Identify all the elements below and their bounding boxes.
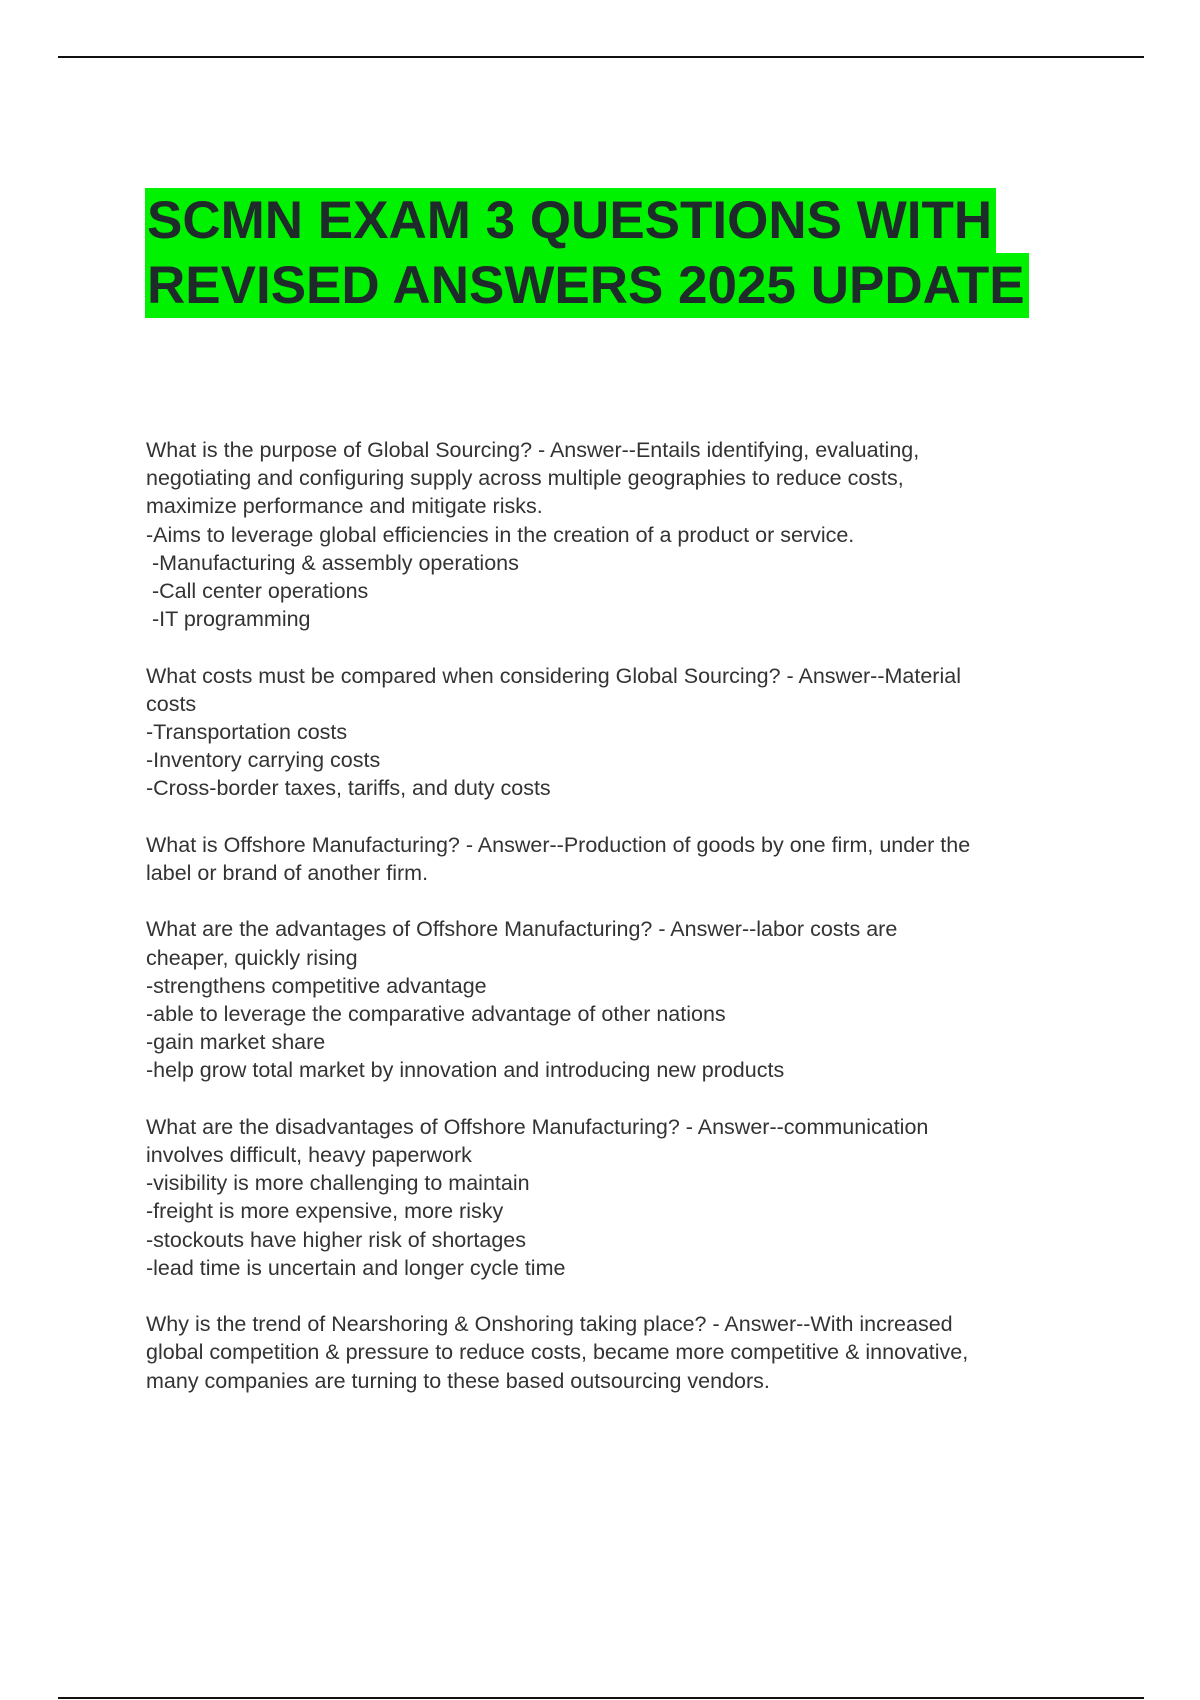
answer-line: -stockouts have higher risk of shortages: [146, 1227, 527, 1252]
answer-line: -IT programming: [152, 607, 311, 632]
question-line: What are the disadvantages of Offshore Manufacturing? - Answer--communication: [146, 1114, 929, 1139]
answer-line: -help grow total market by innovation and introducing new products: [146, 1058, 785, 1083]
qa-block: [146, 1310, 1096, 1395]
bottom-rule: [58, 1697, 1144, 1699]
answer-line: costs: [146, 691, 197, 716]
answer-line: involves difficult, heavy paperwork: [146, 1143, 472, 1168]
answer-line: many companies are turning to these based outsourcing vendors.: [146, 1368, 770, 1393]
qa-block: [146, 831, 1096, 887]
answer-line: global competition & pressure to reduce costs, became more competitive & innovative,: [146, 1340, 969, 1365]
answer-line: -visibility is more challenging to maintain: [146, 1171, 530, 1196]
answer-line: cheaper, quickly rising: [146, 945, 358, 970]
answer-line: -gain market share: [146, 1030, 326, 1055]
answer-line: -lead time is uncertain and longer cycle time: [146, 1255, 566, 1280]
title-line: REVISED ANSWERS 2025 UPDATE: [145, 253, 1029, 318]
top-rule: [58, 56, 1144, 58]
answer-line: -Manufacturing & assembly operations: [152, 550, 519, 575]
question-line: What is Offshore Manufacturing? - Answer--Production of goods by one firm, under the: [146, 832, 971, 857]
answer-line: -Call center operations: [152, 579, 369, 604]
answer-line: negotiating and configuring supply across multiple geographies to reduce costs,: [146, 466, 904, 491]
answer-line: label or brand of another firm.: [146, 861, 429, 886]
answer-line: -Transportation costs: [146, 720, 348, 745]
document-title: [145, 188, 1085, 318]
answer-line: -Inventory carrying costs: [146, 748, 381, 773]
question-line: What costs must be compared when considering Global Sourcing? - Answer--Material: [146, 663, 961, 688]
answer-line: -strengthens competitive advantage: [146, 973, 487, 998]
document-body: [146, 436, 1096, 1423]
qa-block: [146, 915, 1096, 1084]
answer-line: -Cross-border taxes, tariffs, and duty costs: [146, 776, 551, 801]
answer-line: -able to leverage the comparative advantage of other nations: [146, 1002, 726, 1027]
title-line: SCMN EXAM 3 QUESTIONS WITH: [145, 188, 996, 253]
answer-line: -freight is more expensive, more risky: [146, 1199, 504, 1224]
qa-block: [146, 1113, 1096, 1282]
qa-block: [146, 436, 1096, 633]
question-line: What is the purpose of Global Sourcing? - Answer--Entails identifying, evaluating,: [146, 438, 920, 462]
answer-line: -Aims to leverage global efficiencies in the creation of a product or service.: [146, 522, 855, 547]
question-line: Why is the trend of Nearshoring & Onshoring taking place? - Answer--With increased: [146, 1312, 953, 1337]
qa-block: [146, 662, 1096, 803]
answer-line: maximize performance and mitigate risks.: [146, 494, 543, 519]
question-line: What are the advantages of Offshore Manufacturing? - Answer--labor costs are: [146, 917, 898, 942]
